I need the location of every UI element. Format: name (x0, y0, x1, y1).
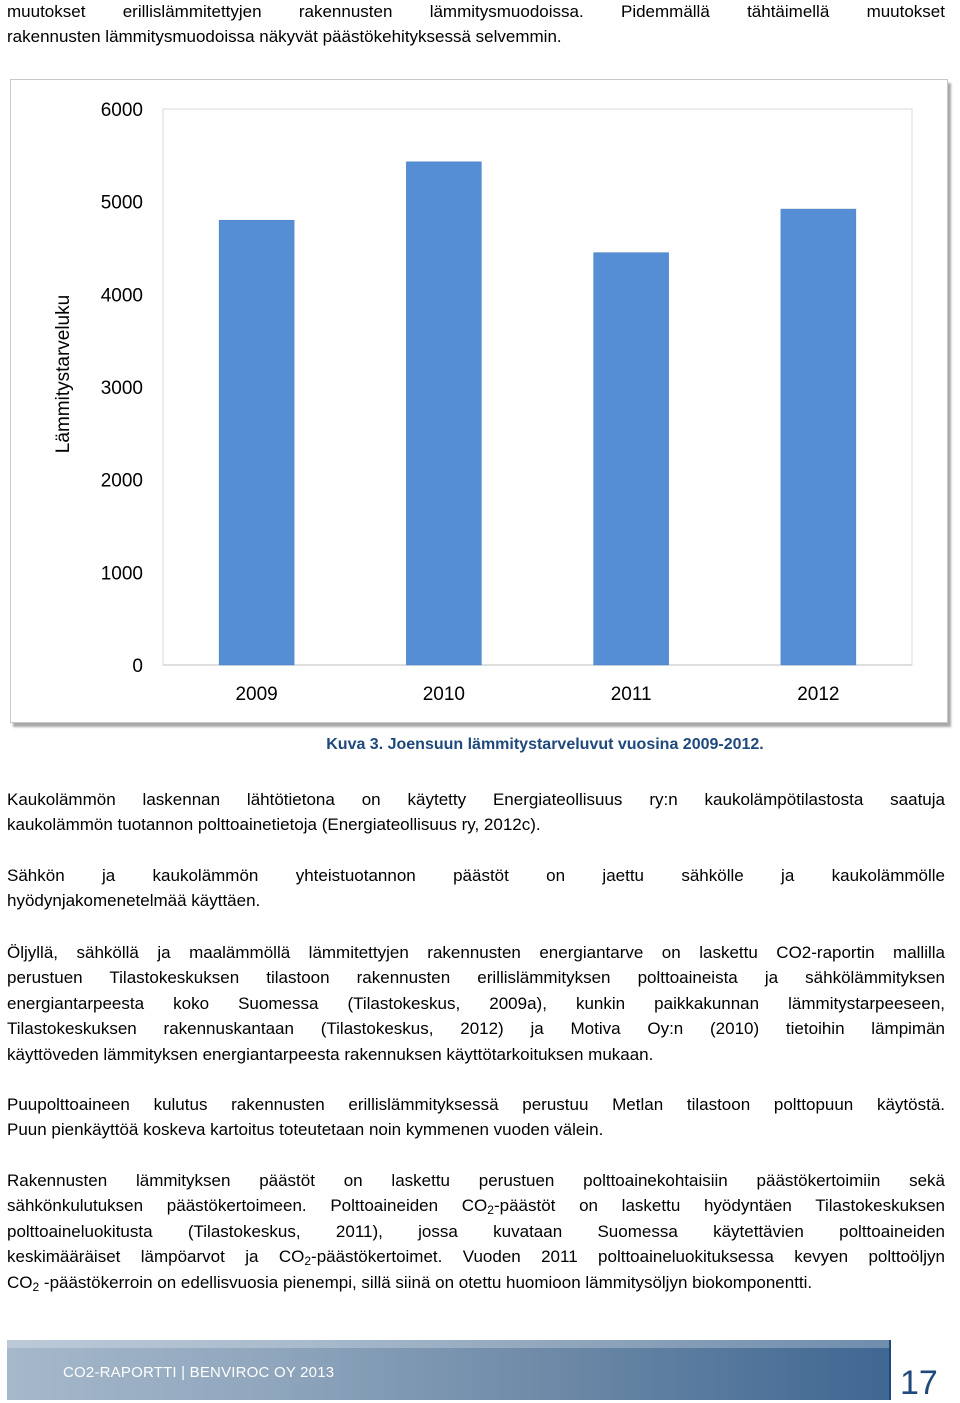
p5-line-3: polttoaineluokitusta (Tilastokeskus, 2011), jossa kuvataan Suomessa käytettävien polttoaineiden (7, 1221, 945, 1241)
bar-2010 (406, 162, 481, 665)
p3-line-1: Öljyllä, sähköllä ja maalämmöllä lämmitettyjen rakennusten energiantarve on laskettu CO2-raportin mallilla (7, 943, 945, 962)
bar-2011 (594, 253, 669, 665)
page-number: 17 (900, 1364, 938, 1402)
footer-band-highlight (7, 1340, 889, 1348)
paragraph-emission-factors (7, 1168, 945, 1295)
x-tick-label: 2011 (610, 684, 652, 705)
p3-line-2: perustuen Tilastokeskuksen tilastoon rakennusten erillislämmityksen polttoaineista ja sähkölämmityksen (7, 968, 945, 988)
p4-line-2: Puun pienkäyttöä koskeva kartoitus toteutetaan noin kymmenen vuoden välein. (7, 1120, 604, 1140)
paragraph-separate-heating (7, 940, 945, 1067)
paragraph-wood-fuel (7, 1092, 945, 1143)
p4-line-1: Puupolttoaineen kulutus rakennusten erillislämmityksessä perustuu Metlan tilastoon polttopuun käytöstä. (7, 1095, 945, 1114)
bar-2012 (781, 209, 856, 665)
p5-line-1: Rakennusten lämmityksen päästöt on laskettu perustuen polttoainekohtaisiin päästökertoimiin sekä (7, 1171, 945, 1190)
chart-svg (11, 80, 947, 722)
p1-line-2: kaukolämmön tuotannon polttoainetietoja (Energiateollisuus ry, 2012c). (7, 815, 541, 835)
y-tick-label: 3000 (100, 378, 143, 399)
intro-line-1: muutokset erillislämmitettyjen rakennusten lämmitysmuodoissa. Pidemmällä tähtäimellä muutokset (7, 2, 945, 21)
y-tick-label: 2000 (100, 470, 143, 492)
intro-line-2: rakennusten lämmitysmuodoissa näkyvät päästökehityksessä selvemmin. (7, 27, 562, 47)
footer-band (7, 1340, 889, 1400)
figure-caption: Kuva 3. Joensuun lämmitystarveluvut vuosina 2009-2012. (326, 736, 764, 753)
x-tick-label: 2012 (797, 684, 840, 705)
x-tick-label: 2010 (422, 684, 466, 705)
y-tick-label: 1000 (100, 563, 143, 585)
p2-line-2: hyödynjakomenetelmää käyttäen. (7, 891, 261, 911)
p5-line-5: $CO_2$ -päästökerroin on edellisvuosia pienempi, sillä siinä on otettu huomioon lämmitysöljyn biokomponentti. (7, 1272, 813, 1294)
y-axis-title: Lämmitystarveluku (53, 294, 74, 454)
p3-line-4: Tilastokeskuksen rakennuskantaan (Tilastokeskus, 2012) ja Motiva Oy:n (2010) tietoihin lämpimän (7, 1019, 945, 1039)
p5-line-2: sähkönkulutuksen päästökertoimeen. Polttoaineiden $CO_2$-päästöt on laskettu hyödyntäen Tilastokeskuksen (7, 1196, 946, 1218)
footer-divider (889, 1340, 891, 1400)
paragraph-district-heating (7, 787, 945, 838)
bar-2009 (219, 220, 294, 665)
p3-line-5: käyttöveden lämmityksen energiantarpeesta rakennuksen käyttötarkoituksen mukaan. (7, 1044, 654, 1064)
paragraph-cogeneration (7, 863, 945, 914)
p5-line-4: keskimääräiset lämpöarvot ja $CO_2$-päästökertoimet. Vuoden 2011 polttoaineluokituksessa kevyen polttoöljyn (7, 1247, 945, 1269)
footer-text: CO2-RAPORTTI | BENVIROC OY 2013 (63, 1364, 335, 1381)
y-tick-label: 5000 (100, 192, 143, 214)
p3-line-3: energiantarpeesta koko Suomessa (Tilastokeskus, 2009a), kunkin paikkakunnan lämmitystarpeeseen, (7, 993, 945, 1013)
y-tick-label: 4000 (100, 285, 143, 307)
heating-degree-days-chart (10, 79, 948, 723)
y-tick-label: 6000 (100, 100, 143, 121)
p2-line-1: Sähkön ja kaukolämmön yhteistuotannon päästöt on jaettu sähkölle ja kaukolämmölle (7, 866, 945, 885)
p1-line-1: Kaukolämmön laskennan lähtötietona on käytetty Energiateollisuus ry:n kaukolämpötilastosta saatuja (7, 790, 945, 809)
x-tick-label: 2009 (235, 684, 278, 705)
intro-paragraph (7, 0, 945, 50)
y-tick-label: 0 (132, 656, 143, 677)
